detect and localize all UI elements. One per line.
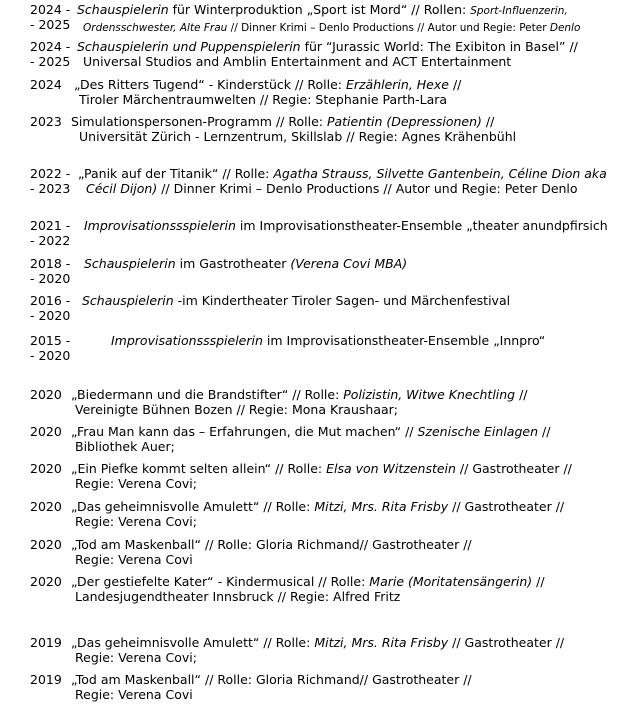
entry-line bbox=[71, 439, 550, 454]
entry-line bbox=[84, 256, 407, 271]
entry-text bbox=[71, 635, 564, 665]
entry-plain: Bibliothek Auer; bbox=[75, 439, 175, 454]
entry-italic: Sport-Influenzerin, bbox=[470, 5, 568, 17]
entry-italic: Cécil Dijon) bbox=[86, 181, 158, 196]
entry-italic: Schauspielerin bbox=[84, 256, 176, 271]
entry-text bbox=[71, 424, 550, 454]
entry-italic: (Verena Covi MBA) bbox=[290, 256, 408, 271]
entry-plain: „Das geheimnisvolle Amulett“ // Rolle: bbox=[71, 499, 315, 514]
entry-plain: „Frau Man kann das – Erfahrungen, die Mut machen“ // bbox=[71, 424, 418, 439]
entry-plain: im Improvisationstheater-Ensemble „Innpro“ bbox=[262, 333, 546, 348]
entry-line bbox=[71, 635, 564, 650]
entry-line bbox=[71, 424, 550, 439]
entry-years: 2015 - - 2020 bbox=[30, 333, 71, 363]
entry-text bbox=[71, 114, 516, 144]
entry-plain: „Biedermann und die Brandstifter“ // Rolle: bbox=[71, 387, 344, 402]
entry-plain: Universal Studios and Amblin Entertainment and ACT Entertainment bbox=[83, 54, 512, 69]
entry-line bbox=[77, 2, 580, 19]
entry-years: 2020 bbox=[30, 424, 62, 439]
entry-plain: „Tod am Maskenball“ // Rolle: Gloria Richmand// Gastrotheater // bbox=[71, 672, 472, 687]
entry-plain: // bbox=[515, 387, 528, 402]
entry-line bbox=[71, 672, 472, 687]
entry-years: 2018 - - 2020 bbox=[30, 256, 71, 286]
entry-years: 2020 bbox=[30, 387, 62, 402]
entry-text bbox=[77, 2, 580, 36]
entry-line bbox=[77, 19, 580, 36]
entry-plain: // Dinner Krimi – Denlo Productions // Autor und Regie: Peter bbox=[227, 22, 550, 34]
entry-text bbox=[84, 218, 608, 233]
entry-text bbox=[84, 256, 407, 271]
entry-line bbox=[71, 402, 528, 417]
entry-text bbox=[78, 166, 607, 196]
entry-plain: // bbox=[538, 424, 551, 439]
entry-italic: Denlo bbox=[549, 22, 581, 34]
entry-years: 2022 - - 2023 bbox=[30, 166, 71, 196]
entry-years: 2023 bbox=[30, 114, 62, 129]
entry-plain: // Gastrotheater // bbox=[448, 499, 565, 514]
entry-text bbox=[111, 333, 545, 348]
entry-italic: Improvisationssspielerin bbox=[111, 333, 263, 348]
entry-text bbox=[71, 387, 528, 417]
entry-years: 2020 bbox=[30, 461, 62, 476]
entry-italic: Schauspielerin bbox=[82, 293, 174, 308]
entry-line bbox=[71, 114, 516, 129]
entry-italic: Marie (Moritatensängerin) bbox=[369, 574, 533, 589]
entry-italic: Erzählerin, Hexe bbox=[345, 77, 449, 92]
entry-line bbox=[71, 552, 472, 567]
entry-line bbox=[77, 54, 578, 69]
entry-line bbox=[111, 333, 545, 348]
entry-plain: „Der gestiefelte Kater“ - Kindermusical // Rolle: bbox=[71, 574, 370, 589]
entry-line bbox=[71, 387, 528, 402]
entry-plain: // bbox=[532, 574, 545, 589]
entry-text bbox=[71, 574, 545, 604]
entry-line bbox=[74, 77, 461, 92]
entry-italic: Szenische Einlagen bbox=[417, 424, 539, 439]
entry-years: 2021 - - 2022 bbox=[30, 218, 71, 248]
entry-italic: Polizistin, Witwe Knechtling bbox=[343, 387, 516, 402]
entry-italic: Mitzi, Mrs. Rita Frisby bbox=[314, 499, 449, 514]
entry-text bbox=[74, 77, 461, 107]
entry-years: 2024 - - 2025 bbox=[30, 39, 71, 69]
entry-line bbox=[71, 129, 516, 144]
entry-line bbox=[71, 589, 545, 604]
entry-plain: im Gastrotheater bbox=[175, 256, 291, 271]
entry-text bbox=[71, 672, 472, 702]
entry-plain: „Tod am Maskenball“ // Rolle: Gloria Richmand// Gastrotheater // bbox=[71, 537, 472, 552]
entry-italic: Elsa von Witzenstein bbox=[326, 461, 456, 476]
entry-line bbox=[71, 537, 472, 552]
entry-years: 2024 - - 2025 bbox=[30, 2, 71, 32]
entry-years: 2020 bbox=[30, 537, 62, 552]
entry-plain: Regie: Verena Covi; bbox=[75, 476, 197, 491]
entry-plain: // Gastrotheater // bbox=[448, 635, 565, 650]
entry-plain: // bbox=[481, 114, 495, 129]
entry-plain: -im Kindertheater Tiroler Sagen- und Märchenfestival bbox=[173, 293, 511, 308]
entry-line bbox=[71, 650, 564, 665]
entry-text bbox=[71, 461, 572, 491]
entry-line bbox=[71, 476, 572, 491]
entry-line bbox=[78, 166, 607, 181]
entry-text bbox=[71, 499, 564, 529]
entry-years: 2019 bbox=[30, 672, 62, 687]
entry-line bbox=[71, 461, 572, 476]
entry-plain: für “Jurassic World: The Exibiton in Basel” // bbox=[300, 39, 578, 54]
entry-plain: Landesjugendtheater Innsbruck // Regie: Alfred Fritz bbox=[75, 589, 401, 604]
entry-line bbox=[71, 574, 545, 589]
entry-line bbox=[77, 39, 578, 54]
entry-italic: Patientin (Depressionen) bbox=[326, 114, 482, 129]
entry-plain: Regie: Verena Covi bbox=[75, 552, 193, 567]
entry-years: 2024 bbox=[30, 77, 62, 92]
entry-plain: „Panik auf der Titanik“ // Rolle: bbox=[78, 166, 274, 181]
entry-text bbox=[77, 39, 578, 69]
entry-plain: // bbox=[448, 77, 462, 92]
entry-plain: im Improvisationstheater-Ensemble „theater anundpfirsich bbox=[235, 218, 608, 233]
entry-italic: Improvisationssspielerin bbox=[84, 218, 236, 233]
entry-italic: Ordensschwester, Alte Frau bbox=[83, 22, 228, 34]
entry-italic: Schauspielerin und Puppenspielerin bbox=[77, 39, 301, 54]
entry-line bbox=[78, 181, 607, 196]
entry-plain: Regie: Verena Covi bbox=[75, 687, 193, 702]
entry-plain: Regie: Verena Covi; bbox=[75, 514, 197, 529]
entry-plain: Vereinigte Bühnen Bozen // Regie: Mona Kraushaar; bbox=[75, 402, 398, 417]
entry-plain: Regie: Verena Covi; bbox=[75, 650, 197, 665]
entry-plain: // Gastrotheater // bbox=[455, 461, 572, 476]
entry-plain: „Ein Piefke kommt selten allein“ // Rolle: bbox=[71, 461, 327, 476]
entry-plain: „Des Ritters Tugend“ - Kinderstück // Rolle: bbox=[74, 77, 346, 92]
entry-line bbox=[84, 218, 608, 233]
entry-years: 2016 - - 2020 bbox=[30, 293, 71, 323]
entry-italic: Agatha Strauss, Silvette Gantenbein, Céline Dion aka bbox=[273, 166, 607, 181]
entry-plain: Universität Zürich - Lernzentrum, Skillslab // Regie: Agnes Krähenbühl bbox=[79, 129, 517, 144]
entry-plain: // Dinner Krimi – Denlo Productions // Autor und Regie: Peter Denlo bbox=[157, 181, 578, 196]
entry-plain: Simulationspersonen-Programm // Rolle: bbox=[71, 114, 327, 129]
entry-line bbox=[82, 293, 510, 308]
entry-italic: Mitzi, Mrs. Rita Frisby bbox=[314, 635, 449, 650]
entry-years: 2020 bbox=[30, 574, 62, 589]
entry-plain: Tiroler Märchentraumwelten // Regie: Stephanie Parth-Lara bbox=[79, 92, 448, 107]
entry-line bbox=[71, 514, 564, 529]
entry-plain: „Das geheimnisvolle Amulett“ // Rolle: bbox=[71, 635, 315, 650]
entry-line bbox=[71, 499, 564, 514]
entry-line bbox=[74, 92, 461, 107]
entry-text bbox=[71, 537, 472, 567]
entry-italic: Schauspielerin bbox=[77, 2, 169, 17]
entry-text bbox=[82, 293, 510, 308]
entry-plain: für Winterproduktion „Sport ist Mord“ // Rollen: bbox=[168, 2, 471, 17]
entry-years: 2019 bbox=[30, 635, 62, 650]
entry-years: 2020 bbox=[30, 499, 62, 514]
entry-line bbox=[71, 687, 472, 702]
